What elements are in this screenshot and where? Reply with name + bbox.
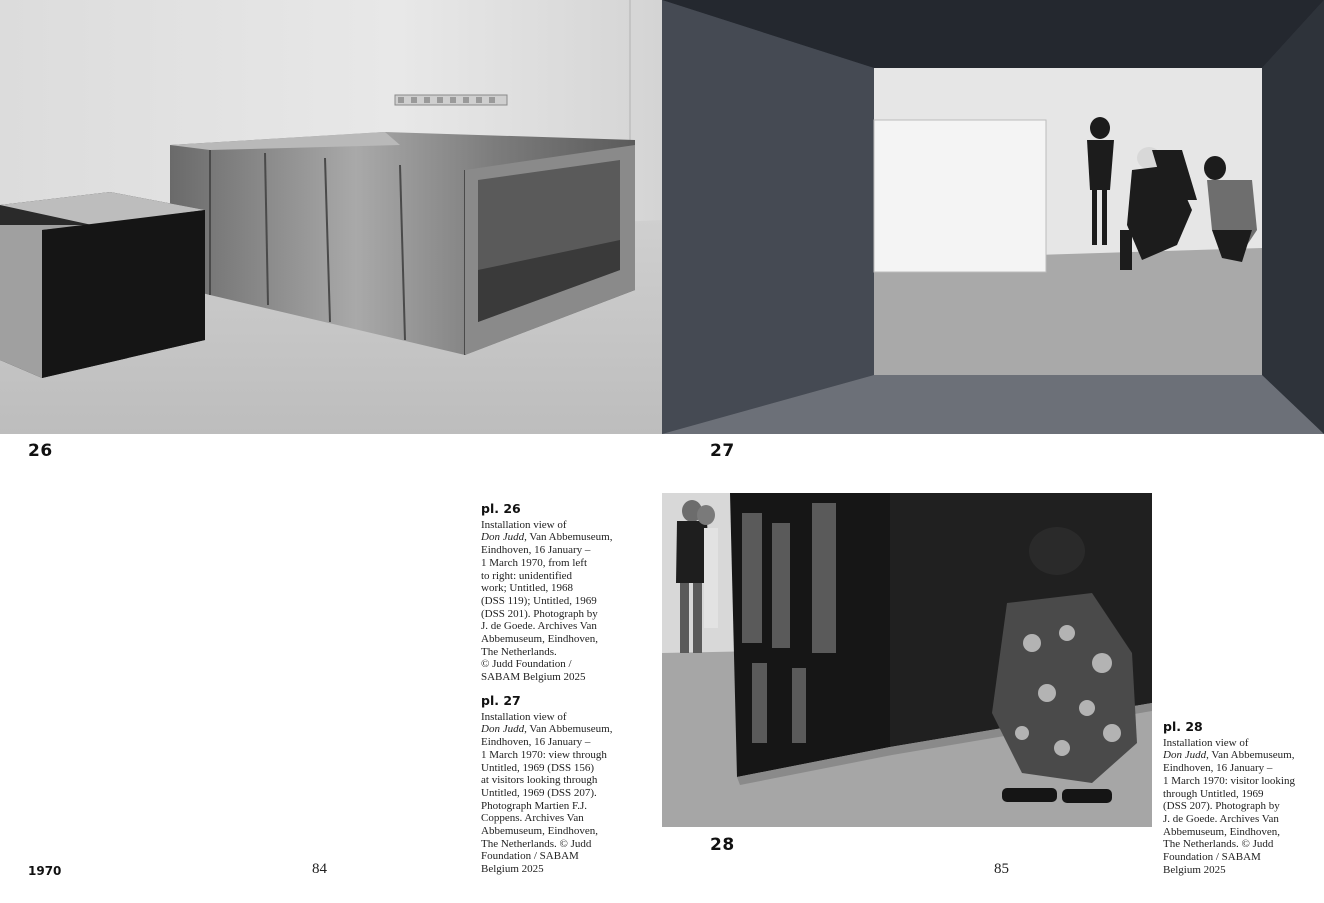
caption-pl-27 — [481, 695, 612, 876]
caption-title: Don Judd — [481, 531, 525, 544]
caption-label: pl. 28 — [1163, 719, 1203, 734]
caption-line: © Judd Foundation / — [481, 658, 572, 671]
caption-line: Belgium 2025 — [1163, 863, 1226, 876]
plate-26-photo — [0, 0, 662, 434]
caption-line: through Untitled, 1969 — [1163, 787, 1264, 800]
caption-pl-28 — [1163, 721, 1295, 876]
caption-line: Coppens. Archives Van — [481, 812, 584, 825]
caption-line: Belgium 2025 — [481, 863, 544, 876]
plate-number-27: 27 — [710, 441, 735, 461]
caption-line: Foundation / SABAM — [1163, 851, 1261, 864]
caption-line: Installation view of — [1163, 736, 1249, 749]
caption-line: Abbemuseum, Eindhoven, — [481, 825, 599, 838]
caption-line: at visitors looking through — [481, 774, 598, 787]
caption-line: (DSS 207). Photograph by — [1163, 800, 1280, 813]
caption-line: (DSS 119); Untitled, 1969 — [481, 594, 597, 607]
caption-line: The Netherlands. © Judd — [481, 837, 592, 850]
caption-line: Untitled, 1969 (DSS 156) — [481, 761, 595, 774]
plate-28-photo — [662, 493, 1152, 827]
caption-line: work; Untitled, 1968 — [481, 582, 573, 595]
caption-line: Foundation / SABAM — [481, 850, 579, 863]
caption-line: Installation view of — [481, 710, 567, 723]
caption-line: Eindhoven, 16 January – — [481, 736, 591, 749]
caption-line: 1 March 1970: visitor looking — [1163, 774, 1295, 787]
caption-line-rest: , Van Abbemuseum, — [524, 723, 613, 736]
caption-line-rest: , Van Abbemuseum, — [1206, 749, 1295, 762]
caption-line: 1 March 1970: view through — [481, 748, 607, 761]
caption-line: to right: unidentified — [481, 569, 573, 582]
caption-line: 1 March 1970, from left — [481, 556, 587, 569]
caption-line: Eindhoven, 16 January – — [481, 544, 591, 557]
caption-label: pl. 26 — [481, 501, 521, 516]
running-head: 1970 — [28, 864, 62, 878]
plate-27-photo — [662, 0, 1324, 434]
caption-line: Untitled, 1969 (DSS 207). — [481, 786, 597, 799]
caption-line — [1163, 749, 1295, 762]
caption-line: J. de Goede. Archives Van — [481, 620, 597, 633]
plate-number-28: 28 — [710, 835, 735, 855]
caption-label: pl. 27 — [481, 693, 521, 708]
caption-line: Installation view of — [481, 518, 567, 531]
caption-line: (DSS 201). Photograph by — [481, 607, 598, 620]
caption-line — [481, 723, 612, 736]
plate-number-26: 26 — [28, 441, 53, 461]
caption-line-rest: , Van Abbemuseum, — [524, 531, 613, 544]
caption-line: Eindhoven, 16 January – — [1163, 762, 1273, 775]
caption-line: SABAM Belgium 2025 — [481, 671, 586, 684]
caption-line: The Netherlands. © Judd — [1163, 838, 1274, 851]
caption-line: The Netherlands. — [481, 645, 557, 658]
caption-pl-26 — [481, 503, 612, 684]
folio-right: 85 — [994, 861, 1009, 877]
caption-line — [481, 531, 612, 544]
caption-line: Photograph Martien F.J. — [481, 799, 588, 812]
caption-line: J. de Goede. Archives Van — [1163, 812, 1279, 825]
caption-line: Abbemuseum, Eindhoven, — [1163, 825, 1281, 838]
caption-title: Don Judd — [481, 723, 525, 736]
folio-left: 84 — [312, 861, 327, 877]
caption-title: Don Judd — [1163, 749, 1207, 762]
caption-line: Abbemuseum, Eindhoven, — [481, 633, 599, 646]
